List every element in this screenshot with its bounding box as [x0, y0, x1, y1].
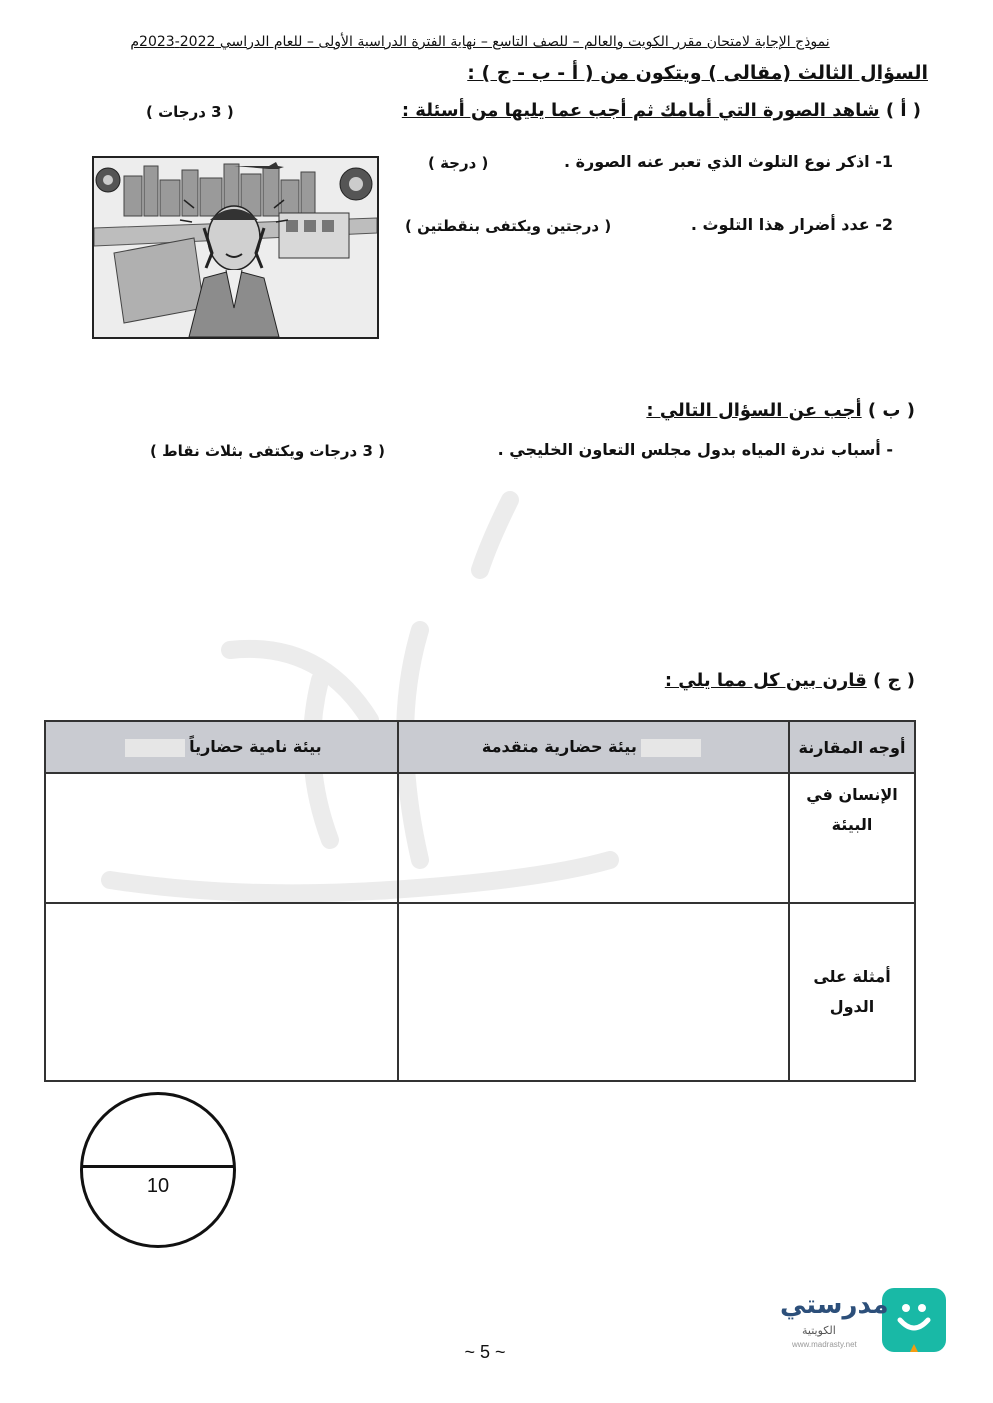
question-1-points: ( درجة )	[428, 154, 489, 172]
part-c-label: ( ج )	[873, 670, 915, 691]
part-b-points: ( 3 درجات ويكتفى بثلاث نقاط )	[150, 442, 385, 460]
question-2: 2- عدد أضرار هذا التلوث .	[690, 215, 893, 234]
table-header-row	[45, 721, 915, 773]
part-a-instruction: شاهد الصورة التي أمامك ثم أجب عما يليها من أسئلة :	[401, 100, 880, 121]
answer-cell-advanced-human[interactable]	[398, 773, 789, 903]
exam-header: نموذج الإجابة لامتحان مقرر الكويت والعالم – للصف التاسع – نهاية الفترة الدراسية الأولى – للعام الدراسي 2022-2023م	[130, 34, 830, 50]
part-a-points: ( 3 درجات )	[146, 103, 234, 121]
answer-cell-developing-examples[interactable]	[45, 903, 398, 1081]
noise-pollution-illustration	[92, 156, 379, 339]
redaction-mark	[125, 739, 185, 757]
page-number: ~ 5 ~	[464, 1342, 506, 1362]
score-circle	[80, 1092, 236, 1248]
header-developing-text: بيئة نامية حضارياً	[189, 737, 322, 757]
question-1: 1- اذكر نوع التلوث الذي تعبر عنه الصورة .	[563, 152, 893, 171]
part-a-heading	[402, 100, 921, 121]
score-total: 10	[146, 1175, 170, 1197]
table-row	[45, 903, 915, 1081]
header-comparison-aspects: أوجه المقارنة	[789, 721, 915, 773]
illustration-svg	[94, 158, 377, 337]
row-label-examples: أمثلة على الدول	[789, 903, 915, 1081]
header-advanced-environment	[398, 721, 789, 773]
part-b-question: - أسباب ندرة المياه بدول مجلس التعاون الخليجي .	[497, 440, 893, 459]
comparison-table	[44, 720, 916, 1082]
logo-name: مدرستي	[780, 1290, 889, 1320]
part-b-instruction: أجب عن السؤال التالي :	[646, 400, 862, 421]
part-b-label: ( ب )	[867, 400, 915, 421]
smile-icon	[882, 1288, 946, 1352]
logo-subtitle: الكويتية	[802, 1324, 836, 1337]
answer-cell-advanced-examples[interactable]	[398, 903, 789, 1081]
answer-cell-developing-human[interactable]	[45, 773, 398, 903]
madrasty-logo-icon	[882, 1288, 946, 1352]
question-2-points: ( درجتين ويكتفى بنقطتين )	[405, 217, 612, 235]
part-a-label: ( أ )	[885, 100, 921, 121]
part-b-heading	[646, 400, 915, 421]
redaction-mark	[641, 739, 701, 757]
part-c-heading	[665, 670, 915, 691]
score-divider	[83, 1165, 233, 1168]
row-label-human: الإنسان في البيئة	[789, 773, 915, 903]
header-advanced-text: بيئة حضارية متقدمة	[481, 737, 637, 757]
section-title: السؤال الثالث (مقالى ) ويتكون من ( أ - ب - ج ) :	[467, 62, 928, 84]
logo-url: www.madrasty.net	[792, 1340, 857, 1349]
table-row	[45, 773, 915, 903]
part-c-instruction: قارن بين كل مما يلي :	[664, 670, 867, 691]
header-developing-environment	[45, 721, 398, 773]
